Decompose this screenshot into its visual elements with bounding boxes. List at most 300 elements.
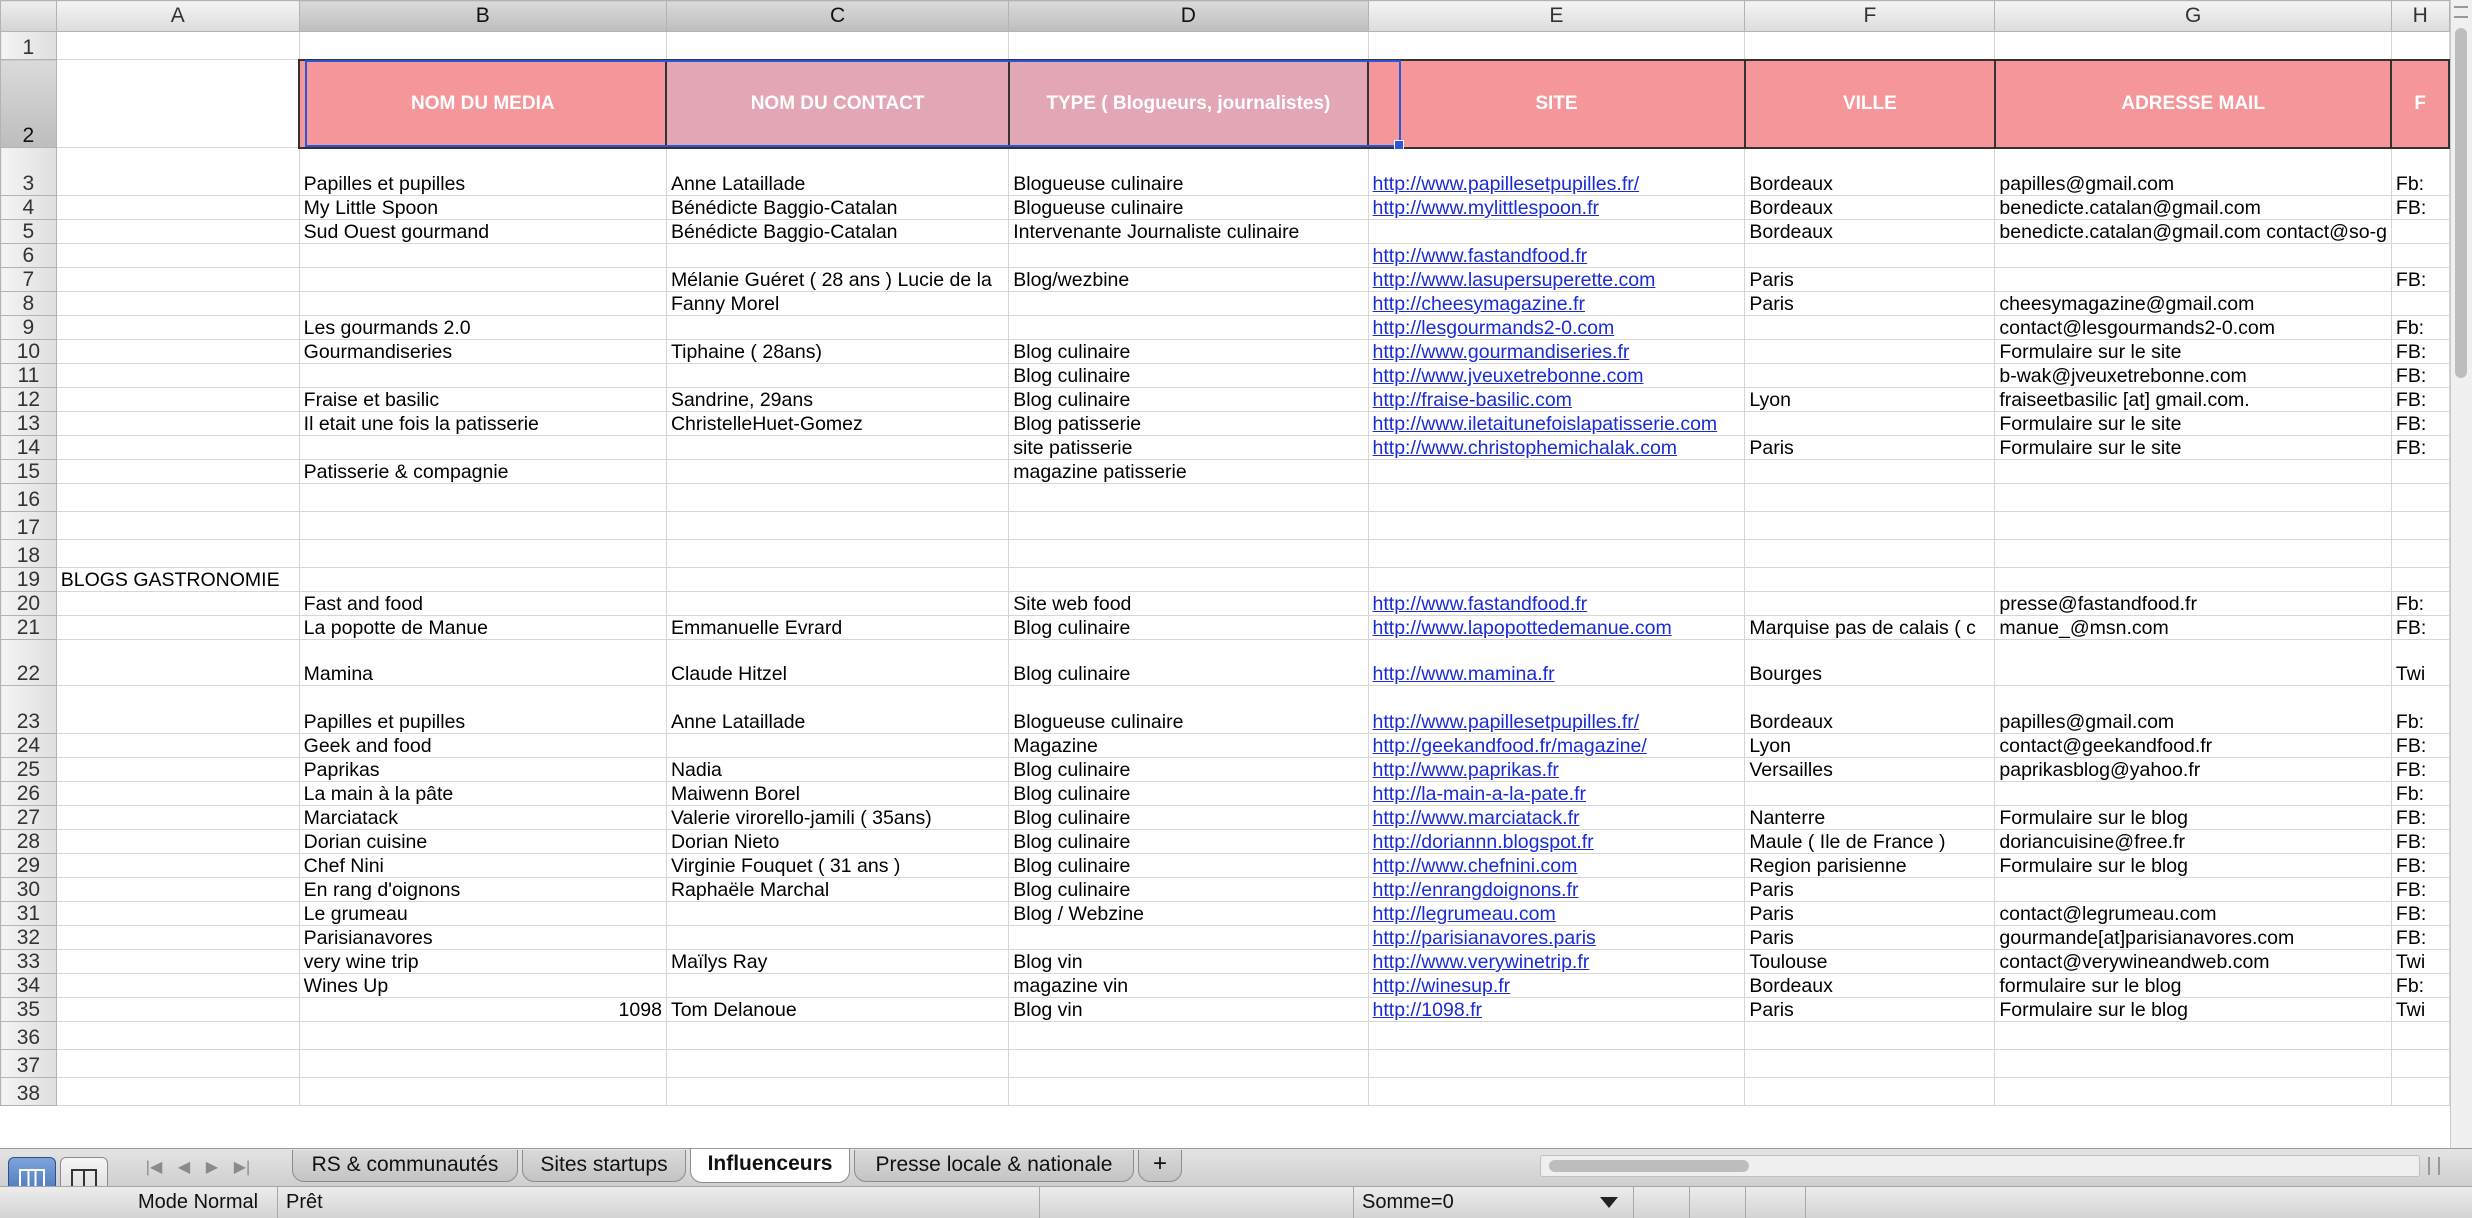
contact-cell[interactable] xyxy=(666,1050,1008,1078)
type-cell[interactable]: magazine vin xyxy=(1009,974,1368,998)
ville-cell[interactable]: Paris xyxy=(1745,292,1995,316)
contact-cell[interactable] xyxy=(666,1078,1008,1106)
type-cell[interactable] xyxy=(1009,540,1368,568)
contact-cell[interactable]: Maiwenn Borel xyxy=(666,782,1008,806)
social-cell[interactable]: FB: xyxy=(2391,340,2449,364)
section-cell[interactable] xyxy=(56,854,299,878)
type-cell[interactable]: Blogueuse culinaire xyxy=(1009,196,1368,220)
site-link[interactable]: http://www.iletaitunefoislapatisserie.com xyxy=(1372,413,1718,435)
social-cell[interactable]: Fb: xyxy=(2391,592,2449,616)
sum-display[interactable] xyxy=(1354,1187,1634,1218)
header-cell-mail[interactable]: ADRESSE MAIL xyxy=(1995,60,2392,148)
row-header[interactable]: 14 xyxy=(1,436,57,460)
site-cell[interactable] xyxy=(1368,758,1745,782)
mail-cell[interactable] xyxy=(1995,1050,2392,1078)
social-cell[interactable] xyxy=(2391,1022,2449,1050)
column-header-f[interactable]: F xyxy=(1745,1,1995,32)
site-cell[interactable] xyxy=(1368,782,1745,806)
row-header[interactable]: 15 xyxy=(1,460,57,484)
social-cell[interactable]: Fb: xyxy=(2391,316,2449,340)
section-cell[interactable] xyxy=(56,592,299,616)
cell[interactable] xyxy=(2391,32,2449,60)
media-cell[interactable]: Wines Up xyxy=(299,974,666,998)
site-cell[interactable] xyxy=(1368,484,1745,512)
ville-cell[interactable] xyxy=(1745,1078,1995,1106)
site-link[interactable]: http://1098.fr xyxy=(1372,999,1483,1021)
site-link[interactable]: http://lesgourmands2-0.com xyxy=(1372,317,1615,339)
media-cell[interactable] xyxy=(299,484,666,512)
site-link[interactable]: http://www.christophemichalak.com xyxy=(1372,437,1678,459)
section-cell[interactable] xyxy=(56,1078,299,1106)
section-cell[interactable] xyxy=(56,950,299,974)
social-cell[interactable]: Twi xyxy=(2391,640,2449,686)
section-cell[interactable] xyxy=(56,878,299,902)
section-cell[interactable] xyxy=(56,734,299,758)
media-cell[interactable] xyxy=(299,244,666,268)
mail-cell[interactable]: benedicte.catalan@gmail.com contact@so-g xyxy=(1995,220,2392,244)
media-cell[interactable]: Il etait une fois la patisserie xyxy=(299,412,666,436)
contact-cell[interactable]: Bénédicte Baggio-Catalan xyxy=(666,196,1008,220)
social-cell[interactable] xyxy=(2391,540,2449,568)
social-cell[interactable]: Fb: xyxy=(2391,974,2449,998)
social-cell[interactable] xyxy=(2391,512,2449,540)
cell[interactable] xyxy=(56,60,299,148)
section-cell[interactable] xyxy=(56,830,299,854)
ville-cell[interactable]: Maule ( Ile de France ) xyxy=(1745,830,1995,854)
site-cell[interactable] xyxy=(1368,244,1745,268)
row-header[interactable]: 23 xyxy=(1,686,57,734)
ville-cell[interactable] xyxy=(1745,1050,1995,1078)
section-cell[interactable] xyxy=(56,540,299,568)
site-link[interactable]: http://www.fastandfood.fr xyxy=(1372,245,1588,267)
social-cell[interactable] xyxy=(2391,292,2449,316)
ville-cell[interactable]: Bordeaux xyxy=(1745,220,1995,244)
media-cell[interactable] xyxy=(299,1078,666,1106)
type-cell[interactable]: Intervenante Journaliste culinaire xyxy=(1009,220,1368,244)
add-sheet-button[interactable]: + xyxy=(1138,1150,1182,1182)
row-header[interactable]: 5 xyxy=(1,220,57,244)
media-cell[interactable]: My Little Spoon xyxy=(299,196,666,220)
column-header-e[interactable]: E xyxy=(1368,1,1745,32)
select-all-corner[interactable] xyxy=(1,1,57,32)
site-cell[interactable] xyxy=(1368,460,1745,484)
row-header[interactable]: 29 xyxy=(1,854,57,878)
mail-cell[interactable] xyxy=(1995,268,2392,292)
contact-cell[interactable] xyxy=(666,568,1008,592)
media-cell[interactable] xyxy=(299,540,666,568)
site-link[interactable]: http://www.verywinetrip.fr xyxy=(1372,951,1590,973)
mail-cell[interactable]: manue_@msn.com xyxy=(1995,616,2392,640)
section-cell[interactable] xyxy=(56,196,299,220)
media-cell[interactable]: Fraise et basilic xyxy=(299,388,666,412)
section-cell[interactable] xyxy=(56,244,299,268)
tab-presse-locale-nationale[interactable]: Presse locale & nationale xyxy=(854,1150,1134,1182)
header-cell-media[interactable]: NOM DU MEDIA xyxy=(299,60,666,148)
mail-cell[interactable] xyxy=(1995,878,2392,902)
section-cell[interactable] xyxy=(56,616,299,640)
contact-cell[interactable]: Bénédicte Baggio-Catalan xyxy=(666,220,1008,244)
section-cell[interactable] xyxy=(56,436,299,460)
section-cell[interactable] xyxy=(56,292,299,316)
row-header[interactable]: 10 xyxy=(1,340,57,364)
section-cell[interactable] xyxy=(56,364,299,388)
mail-cell[interactable]: doriancuisine@free.fr xyxy=(1995,830,2392,854)
mail-cell[interactable]: paprikasblog@yahoo.fr xyxy=(1995,758,2392,782)
mail-cell[interactable] xyxy=(1995,244,2392,268)
row-header[interactable]: 25 xyxy=(1,758,57,782)
cell[interactable] xyxy=(1995,32,2392,60)
row-header[interactable]: 11 xyxy=(1,364,57,388)
contact-cell[interactable]: Maïlys Ray xyxy=(666,950,1008,974)
media-cell[interactable]: Fast and food xyxy=(299,592,666,616)
contact-cell[interactable] xyxy=(666,244,1008,268)
site-link[interactable]: http://parisianavores.paris xyxy=(1372,927,1596,949)
media-cell[interactable]: Papilles et pupilles xyxy=(299,686,666,734)
site-cell[interactable] xyxy=(1368,1022,1745,1050)
section-cell[interactable] xyxy=(56,782,299,806)
row-header[interactable]: 18 xyxy=(1,540,57,568)
mail-cell[interactable]: Formulaire sur le blog xyxy=(1995,806,2392,830)
next-sheet-icon[interactable]: ▶ xyxy=(205,1159,219,1176)
ville-cell[interactable]: Bourges xyxy=(1745,640,1995,686)
section-cell[interactable] xyxy=(56,316,299,340)
mail-cell[interactable] xyxy=(1995,460,2392,484)
ville-cell[interactable]: Marquise pas de calais ( c xyxy=(1745,616,1995,640)
ville-cell[interactable]: Nanterre xyxy=(1745,806,1995,830)
site-link[interactable]: http://legrumeau.com xyxy=(1372,903,1556,925)
media-cell[interactable] xyxy=(299,436,666,460)
type-cell[interactable]: Magazine xyxy=(1009,734,1368,758)
type-cell[interactable]: Blog / Webzine xyxy=(1009,902,1368,926)
media-cell[interactable]: Geek and food xyxy=(299,734,666,758)
site-cell[interactable] xyxy=(1368,974,1745,998)
section-cell[interactable] xyxy=(56,926,299,950)
contact-cell[interactable] xyxy=(666,902,1008,926)
contact-cell[interactable] xyxy=(666,484,1008,512)
contact-cell[interactable] xyxy=(666,512,1008,540)
media-cell[interactable]: 1098 xyxy=(299,998,666,1022)
ville-cell[interactable]: Paris xyxy=(1745,902,1995,926)
split-handle-icon[interactable] xyxy=(2454,6,2468,18)
mail-cell[interactable]: contact@legrumeau.com xyxy=(1995,902,2392,926)
row-header[interactable]: 31 xyxy=(1,902,57,926)
social-cell[interactable]: Fb: xyxy=(2391,782,2449,806)
section-cell[interactable] xyxy=(56,220,299,244)
mail-cell[interactable]: formulaire sur le blog xyxy=(1995,974,2392,998)
type-cell[interactable]: Blogueuse culinaire xyxy=(1009,686,1368,734)
previous-sheet-icon[interactable]: ◀ xyxy=(177,1159,191,1176)
mail-cell[interactable]: papilles@gmail.com xyxy=(1995,148,2392,196)
vertical-scrollbar[interactable] xyxy=(2450,0,2472,1148)
contact-cell[interactable] xyxy=(666,540,1008,568)
section-cell[interactable] xyxy=(56,412,299,436)
site-cell[interactable] xyxy=(1368,640,1745,686)
header-cell-extra[interactable]: F xyxy=(2391,60,2449,148)
section-cell[interactable] xyxy=(56,758,299,782)
first-sheet-icon[interactable]: |◀ xyxy=(145,1159,163,1176)
site-link[interactable]: http://fraise-basilic.com xyxy=(1372,389,1572,411)
ville-cell[interactable] xyxy=(1745,540,1995,568)
ville-cell[interactable]: Bordeaux xyxy=(1745,686,1995,734)
social-cell[interactable]: FB: xyxy=(2391,758,2449,782)
mail-cell[interactable] xyxy=(1995,540,2392,568)
site-cell[interactable] xyxy=(1368,854,1745,878)
type-cell[interactable] xyxy=(1009,292,1368,316)
row-header[interactable]: 16 xyxy=(1,484,57,512)
type-cell[interactable]: Blog vin xyxy=(1009,998,1368,1022)
mail-cell[interactable] xyxy=(1995,1022,2392,1050)
type-cell[interactable]: Site web food xyxy=(1009,592,1368,616)
contact-cell[interactable] xyxy=(666,364,1008,388)
type-cell[interactable]: Blog culinaire xyxy=(1009,616,1368,640)
row-header[interactable]: 36 xyxy=(1,1022,57,1050)
row-header[interactable]: 19 xyxy=(1,568,57,592)
site-cell[interactable] xyxy=(1368,412,1745,436)
row-header[interactable]: 37 xyxy=(1,1050,57,1078)
header-cell-ville[interactable]: VILLE xyxy=(1745,60,1995,148)
contact-cell[interactable]: Nadia xyxy=(666,758,1008,782)
social-cell[interactable]: Twi xyxy=(2391,950,2449,974)
media-cell[interactable]: Sud Ouest gourmand xyxy=(299,220,666,244)
ville-cell[interactable]: Paris xyxy=(1745,436,1995,460)
row-header[interactable]: 3 xyxy=(1,148,57,196)
media-cell[interactable]: Patisserie & compagnie xyxy=(299,460,666,484)
row-header[interactable]: 6 xyxy=(1,244,57,268)
social-cell[interactable]: FB: xyxy=(2391,902,2449,926)
mail-cell[interactable] xyxy=(1995,568,2392,592)
row-header[interactable]: 12 xyxy=(1,388,57,412)
section-cell[interactable] xyxy=(56,268,299,292)
site-cell[interactable] xyxy=(1368,734,1745,758)
horizontal-scrollbar[interactable] xyxy=(1540,1155,2420,1177)
site-cell[interactable] xyxy=(1368,148,1745,196)
type-cell[interactable] xyxy=(1009,1050,1368,1078)
section-cell[interactable] xyxy=(56,1050,299,1078)
ville-cell[interactable]: Paris xyxy=(1745,268,1995,292)
media-cell[interactable] xyxy=(299,1050,666,1078)
contact-cell[interactable]: Mélanie Guéret ( 28 ans ) Lucie de la xyxy=(666,268,1008,292)
social-cell[interactable] xyxy=(2391,220,2449,244)
ville-cell[interactable]: Lyon xyxy=(1745,388,1995,412)
row-header[interactable]: 1 xyxy=(1,32,57,60)
site-link[interactable]: http://www.papillesetpupilles.fr/ xyxy=(1372,173,1640,195)
media-cell[interactable]: Marciatack xyxy=(299,806,666,830)
mail-cell[interactable] xyxy=(1995,640,2392,686)
social-cell[interactable]: FB: xyxy=(2391,436,2449,460)
contact-cell[interactable]: Raphaële Marchal xyxy=(666,878,1008,902)
site-cell[interactable] xyxy=(1368,878,1745,902)
site-link[interactable]: http://www.paprikas.fr xyxy=(1372,759,1559,781)
media-cell[interactable] xyxy=(299,292,666,316)
media-cell[interactable] xyxy=(299,364,666,388)
contact-cell[interactable] xyxy=(666,592,1008,616)
mail-cell[interactable]: contact@geekandfood.fr xyxy=(1995,734,2392,758)
social-cell[interactable]: FB: xyxy=(2391,854,2449,878)
site-link[interactable]: http://www.fastandfood.fr xyxy=(1372,593,1588,615)
contact-cell[interactable] xyxy=(666,316,1008,340)
type-cell[interactable]: site patisserie xyxy=(1009,436,1368,460)
column-header-c[interactable]: C xyxy=(666,1,1008,32)
social-cell[interactable]: FB: xyxy=(2391,734,2449,758)
site-link[interactable]: http://doriannn.blogspot.fr xyxy=(1372,831,1594,853)
row-header[interactable]: 20 xyxy=(1,592,57,616)
media-cell[interactable] xyxy=(299,268,666,292)
section-cell[interactable] xyxy=(56,902,299,926)
social-cell[interactable]: FB: xyxy=(2391,616,2449,640)
ville-cell[interactable] xyxy=(1745,782,1995,806)
site-link[interactable]: http://la-main-a-la-pate.fr xyxy=(1372,783,1587,805)
type-cell[interactable]: Blogueuse culinaire xyxy=(1009,148,1368,196)
row-header[interactable]: 38 xyxy=(1,1078,57,1106)
media-cell[interactable] xyxy=(299,1022,666,1050)
ville-cell[interactable] xyxy=(1745,1022,1995,1050)
ville-cell[interactable]: Paris xyxy=(1745,878,1995,902)
type-cell[interactable]: Blog culinaire xyxy=(1009,878,1368,902)
row-header[interactable]: 21 xyxy=(1,616,57,640)
type-cell[interactable]: Blog culinaire xyxy=(1009,640,1368,686)
site-link[interactable]: http://www.lapopottedemanue.com xyxy=(1372,617,1672,639)
section-cell[interactable] xyxy=(56,686,299,734)
site-cell[interactable] xyxy=(1368,436,1745,460)
media-cell[interactable]: Le grumeau xyxy=(299,902,666,926)
site-cell[interactable] xyxy=(1368,340,1745,364)
type-cell[interactable] xyxy=(1009,316,1368,340)
row-header[interactable]: 17 xyxy=(1,512,57,540)
ville-cell[interactable] xyxy=(1745,364,1995,388)
horizontal-split-icon[interactable] xyxy=(2428,1157,2440,1175)
type-cell[interactable]: Blog culinaire xyxy=(1009,758,1368,782)
cell[interactable] xyxy=(1368,32,1745,60)
site-cell[interactable] xyxy=(1368,686,1745,734)
site-cell[interactable] xyxy=(1368,292,1745,316)
mail-cell[interactable] xyxy=(1995,782,2392,806)
site-cell[interactable] xyxy=(1368,540,1745,568)
type-cell[interactable]: Blog culinaire xyxy=(1009,388,1368,412)
media-cell[interactable]: Chef Nini xyxy=(299,854,666,878)
site-cell[interactable] xyxy=(1368,806,1745,830)
ville-cell[interactable] xyxy=(1745,484,1995,512)
media-cell[interactable]: Mamina xyxy=(299,640,666,686)
row-header[interactable]: 28 xyxy=(1,830,57,854)
media-cell[interactable] xyxy=(299,512,666,540)
vertical-scroll-thumb[interactable] xyxy=(2455,28,2467,378)
contact-cell[interactable]: Tom Delanoue xyxy=(666,998,1008,1022)
media-cell[interactable]: very wine trip xyxy=(299,950,666,974)
mail-cell[interactable]: presse@fastandfood.fr xyxy=(1995,592,2392,616)
social-cell[interactable]: FB: xyxy=(2391,364,2449,388)
media-cell[interactable]: Paprikas xyxy=(299,758,666,782)
contact-cell[interactable]: Sandrine, 29ans xyxy=(666,388,1008,412)
site-cell[interactable] xyxy=(1368,568,1745,592)
mail-cell[interactable]: Formulaire sur le site xyxy=(1995,412,2392,436)
type-cell[interactable] xyxy=(1009,512,1368,540)
site-cell[interactable] xyxy=(1368,1078,1745,1106)
media-cell[interactable] xyxy=(299,568,666,592)
row-header[interactable]: 30 xyxy=(1,878,57,902)
column-header-a[interactable]: A xyxy=(56,1,299,32)
site-cell[interactable] xyxy=(1368,196,1745,220)
section-cell[interactable] xyxy=(56,512,299,540)
site-link[interactable]: http://www.lasupersuperette.com xyxy=(1372,269,1656,291)
row-header[interactable]: 35 xyxy=(1,998,57,1022)
mail-cell[interactable]: Formulaire sur le site xyxy=(1995,340,2392,364)
social-cell[interactable] xyxy=(2391,460,2449,484)
section-cell[interactable] xyxy=(56,340,299,364)
sum-dropdown-icon[interactable] xyxy=(1600,1197,1618,1208)
type-cell[interactable] xyxy=(1009,568,1368,592)
type-cell[interactable]: Blog/wezbine xyxy=(1009,268,1368,292)
last-sheet-icon[interactable]: ▶| xyxy=(233,1159,251,1176)
site-cell[interactable] xyxy=(1368,998,1745,1022)
section-cell[interactable] xyxy=(56,640,299,686)
social-cell[interactable]: FB: xyxy=(2391,268,2449,292)
cell[interactable] xyxy=(1009,32,1368,60)
contact-cell[interactable]: Virginie Fouquet ( 31 ans ) xyxy=(666,854,1008,878)
social-cell[interactable] xyxy=(2391,1050,2449,1078)
ville-cell[interactable] xyxy=(1745,412,1995,436)
section-cell[interactable] xyxy=(56,974,299,998)
media-cell[interactable]: Les gourmands 2.0 xyxy=(299,316,666,340)
row-header[interactable]: 4 xyxy=(1,196,57,220)
contact-cell[interactable] xyxy=(666,436,1008,460)
site-cell[interactable] xyxy=(1368,364,1745,388)
type-cell[interactable] xyxy=(1009,926,1368,950)
contact-cell[interactable]: Anne Lataillade xyxy=(666,686,1008,734)
section-cell[interactable] xyxy=(56,148,299,196)
social-cell[interactable]: Twi xyxy=(2391,998,2449,1022)
contact-cell[interactable] xyxy=(666,1022,1008,1050)
section-cell[interactable] xyxy=(56,484,299,512)
site-cell[interactable] xyxy=(1368,388,1745,412)
row-header[interactable]: 32 xyxy=(1,926,57,950)
site-cell[interactable] xyxy=(1368,616,1745,640)
site-link[interactable]: http://www.chefnini.com xyxy=(1372,855,1578,877)
media-cell[interactable]: Gourmandiseries xyxy=(299,340,666,364)
section-cell[interactable] xyxy=(56,998,299,1022)
ville-cell[interactable] xyxy=(1745,592,1995,616)
mail-cell[interactable]: Formulaire sur le site xyxy=(1995,436,2392,460)
site-cell[interactable] xyxy=(1368,268,1745,292)
type-cell[interactable]: Blog culinaire xyxy=(1009,782,1368,806)
ville-cell[interactable] xyxy=(1745,460,1995,484)
type-cell[interactable]: Blog patisserie xyxy=(1009,412,1368,436)
social-cell[interactable] xyxy=(2391,244,2449,268)
type-cell[interactable]: magazine patisserie xyxy=(1009,460,1368,484)
type-cell[interactable] xyxy=(1009,1022,1368,1050)
ville-cell[interactable]: Region parisienne xyxy=(1745,854,1995,878)
tab-sites-startups[interactable]: Sites startups xyxy=(522,1150,686,1182)
tab-influenceurs[interactable]: Influenceurs xyxy=(690,1149,850,1183)
media-cell[interactable]: Parisianavores xyxy=(299,926,666,950)
ville-cell[interactable]: Bordeaux xyxy=(1745,148,1995,196)
fill-handle[interactable] xyxy=(1394,140,1404,150)
social-cell[interactable]: FB: xyxy=(2391,388,2449,412)
mail-cell[interactable]: papilles@gmail.com xyxy=(1995,686,2392,734)
ville-cell[interactable]: Lyon xyxy=(1745,734,1995,758)
cell[interactable] xyxy=(56,32,299,60)
ville-cell[interactable]: Bordeaux xyxy=(1745,974,1995,998)
section-cell[interactable] xyxy=(56,1022,299,1050)
mail-cell[interactable]: fraiseetbasilic [at] gmail.com. xyxy=(1995,388,2392,412)
ville-cell[interactable]: Paris xyxy=(1745,998,1995,1022)
mail-cell[interactable]: Formulaire sur le blog xyxy=(1995,854,2392,878)
cell[interactable] xyxy=(299,32,666,60)
section-cell[interactable]: BLOGS GASTRONOMIE xyxy=(56,568,299,592)
ville-cell[interactable]: Versailles xyxy=(1745,758,1995,782)
row-header[interactable]: 27 xyxy=(1,806,57,830)
ville-cell[interactable] xyxy=(1745,244,1995,268)
ville-cell[interactable]: Bordeaux xyxy=(1745,196,1995,220)
